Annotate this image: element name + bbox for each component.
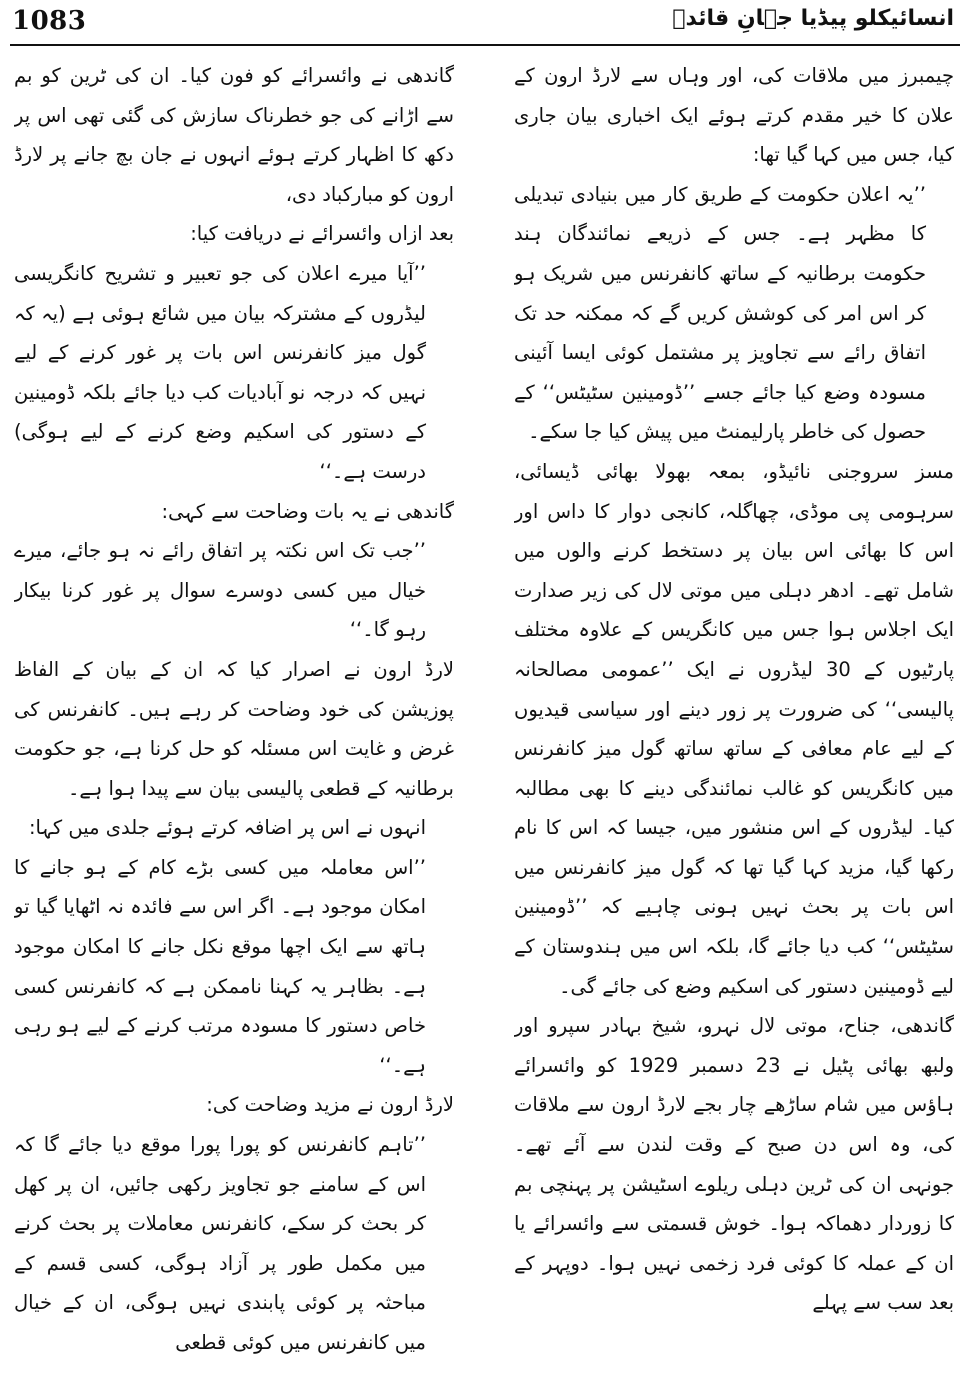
left-column-quote-5: ’’جب تک اس نکتہ پر اتفاق رائے نہ ہو جائے، میرے خیال میں کسی دوسرے سوال پر غور کرنا بیکار رہو گا۔‘‘ <box>14 539 426 642</box>
right-column-paragraph-3: مسز سروجنی نائیڈو، بمعہ بھولا بھائی ڈیسائی، سرہومی پی موڈی، چھاگلہ، کانجی دوار کا داس اور اس کا بھائی اس بیان پر دستخط کرنے والوں میں شامل تھے۔ ادھر دہلی میں موتی لال کی زیر صدارت ایک اجلاس ہوا جس میں کانگریس کے علاوہ مختلف پارٹیوں کے 30 لیڈروں نے ایک ’’عمومی مصالحانہ پالیسی‘‘ کی ضرورت پر زور دینے اور سیاسی قیدیوں کے لیے عام معافی کے ساتھ ساتھ گول میز کانفرنس میں کانگریس کو غالب نمائندگی دینے کا بھی مطالبہ کیا۔ لیڈروں کے اس منشور میں، جیسا کہ اس کا نام رکھا گیا، مزید کہا گیا تھا کہ گول میز کانفرنس میں اس بات پر بحث نہیں ہونی چاہیے کہ ’’ڈومینین سٹیٹس‘‘ کب دیا جائے گا، بلکہ اس میں ہندوستان کے لیے ڈومینین دستور کی اسکیم وضع کی جائے گی۔ <box>514 459 954 998</box>
left-column-quote-7: انہوں نے اس پر اضافہ کرتے ہوئے جلدی میں کہا: <box>28 816 426 840</box>
right-column-paragraph-1: چیمبرز میں ملاقات کی، اور وہاں سے لارڈ ارون کے علان کا خیر مقدم کرتے ہوئے ایک اخباری بیان جاری کیا، جس میں کہا گیا تھا: <box>514 64 954 167</box>
left-column-quote-8: ’’اس معاملہ میں کسی بڑے کام کے ہو جانے کا امکان موجود ہے۔ اگر اس سے فائدہ نہ اٹھایا گیا تو ہاتھ سے ایک اچھا موقع نکل جانے کا امکان موجود ہے۔ بظاہر یہ کہنا ناممکن ہے کہ کانفرنس کسی خاص دستور کا مسودہ مرتب کرنے کے لیے ہو رہی ہے۔‘‘ <box>14 855 426 1077</box>
left-column-quote-3: ’’آیا میرے اعلان کی جو تعبیر و تشریح کانگریسی لیڈروں کے مشترکہ بیان میں شائع ہوئی ہے (یہ کہ گول میز کانفرنس اس بات پر غور کرنے کے لیے نہیں کہ درجہ نو آبادیات کب دیا جائے بلکہ ڈومینین کے دستور کی اسکیم وضع کرنے کے لیے ہوگی) درست ہے۔‘‘ <box>14 261 426 483</box>
header-rule <box>10 44 960 46</box>
right-column-quote-2: ’’یہ اعلان حکومت کے طریق کار میں بنیادی تبدیلی کا مظہر ہے۔ جس کے ذریعے نمائندگان ہند حکومت برطانیہ کے ساتھ کانفرنس میں شریک ہو کر اس امر کی کوشش کریں گے کہ ممکنہ حد تک اتفاق رائے سے تجاویز پر مشتمل کوئی ایسا آئینی مسودہ وضع کیا جائے جسے ’’ڈومینین سٹیٹس‘‘ کے حصول کی خاطر پارلیمنٹ میں پیش کیا جا سکے۔ <box>514 182 926 444</box>
left-column-paragraph-1: گاندھی نے وائسرائے کو فون کیا۔ ان کی ٹرین کو بم سے اڑانے کی جو خطرناک سازش کی گئی تھی اس پر دکھ کا اظہار کرتے ہوئے انہوں نے جان بچ جانے پر لارڈ ارون کو مبارکباد دی، <box>14 64 454 206</box>
left-column-paragraph-6: لارڈ ارون نے اصرار کیا کہ ان کے بیان کے الفاظ پوزیشن کی خود وضاحت کر رہے ہیں۔ کانفرنس کی غرض و غایت اس مسئلہ کو حل کرنا ہے، جو حکومت برطانیہ کے قطعی پالیسی بیان سے پیدا ہوا ہے۔ <box>14 657 454 800</box>
left-column-paragraph-4: گاندھی نے یہ بات وضاحت سے کہی: <box>161 499 454 523</box>
running-title: انسائیکلو پیڈیا جہانِ قائدؒ <box>672 6 954 31</box>
left-column-paragraph-2: بعد ازاں وائسرائے نے دریافت کیا: <box>190 222 454 246</box>
text-columns <box>0 56 968 1386</box>
left-column <box>14 56 454 1386</box>
page-header <box>0 0 968 48</box>
right-column <box>514 56 954 1386</box>
left-column-quote-10: ’’تاہم کانفرنس کو پورا پورا موقع دیا جائے گا کہ اس کے سامنے جو تجاویز رکھی جائیں، ان پر کھل کر بحث کر سکے، کانفرنس معاملات پر بحث کرنے میں مکمل طور پر آزاد ہوگی، کسی قسم کے مباحثہ پر کوئی پابندی نہیں ہوگی، ان کے خیال میں کانفرنس میں کوئی قطعی <box>14 1133 426 1354</box>
right-column-paragraph-4: گاندھی، جناح، موتی لال نہرو، شیخ بہادر سپرو اور ولبھ بھائی پٹیل نے 23 دسمبر 1929 کو وائسرائے ہاؤس میں شام ساڑھے چار بجے لارڈ ارون سے ملاقات کی، وہ اس دن صبح کے وقت لندن سے آئے تھے۔ جونہی ان کی ٹرین دہلی ریلوے اسٹیشن پر پہنچی بم کا زوردار دھماکہ ہوا۔ خوش قسمتی سے وائسرائے یا ان کے عملہ کا کوئی فرد زخمی نہیں ہوا۔ دوپہر کے بعد سب سے پہلے <box>514 1014 954 1315</box>
page-number: 1083 <box>12 6 87 36</box>
left-column-paragraph-9: لارڈ ارون نے مزید وضاحت کی: <box>206 1093 454 1117</box>
